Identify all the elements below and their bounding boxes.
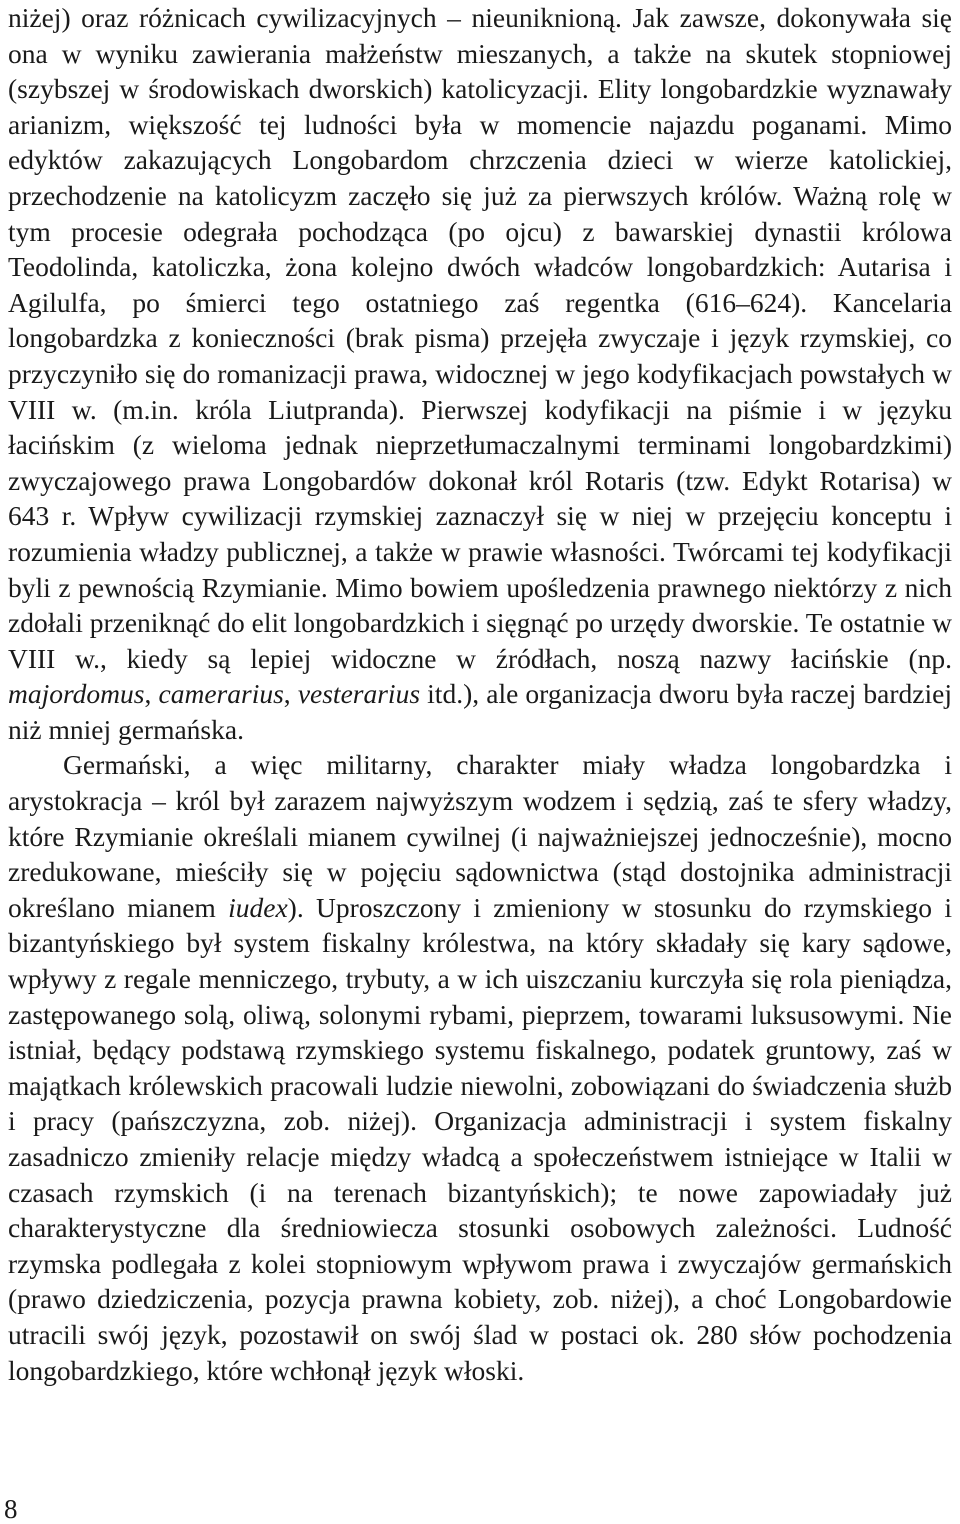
paragraph-1-text-d: itd.), ale organizacja dworu była raczej bardziej niż mniej germańska. [8, 678, 952, 745]
page-body [8, 0, 952, 1388]
paragraph-2-text-a: Germański, a więc militarny, charakter miały władza longobardzka i arystokracja – król był zarazem najwyższym wodzem i sędzią, zaś te sfery władzy, które Rzymianie określali mianem cywilnej (i najważniejszej jednocześnie), mocno zredukowane, mieściły się w pojęciu sądownictwa (stąd dostojnika administracji określano mianem [8, 749, 952, 923]
page-number: 8 [4, 1494, 18, 1524]
paragraph-1 [8, 0, 952, 747]
paragraph-1-separator-2: , [283, 678, 298, 710]
paragraph-1-separator-1: , [144, 678, 159, 710]
paragraph-2-text-b: ). Uproszczony i zmieniony w stosunku do rzymskiego i bizantyńskiego był system fiskalny królestwa, na który składały się kary sądowe, wpływy z regale menniczego, trybuty, a w ich uiszczaniu kurczyła się rola pieniądza, zastępowanego solą, oliwą, solonymi rybami, pieprzem, towarami luksusowymi. Nie istniał, będący podstawą rzymskiego systemu fiskalnego, podatek gruntowy, zaś w majątkach królewskich pracowali ludzie niewolni, zobowiązani do świadczenia służb i pracy (pańszczyzna, zob. niżej). Organizacja administracji i system fiskalny zasadniczo zmieniły relacje między władcą a społeczeństwem istniejące w Italii w czasach rzymskich (i na terenach bizantyńskich); te nowe zapowiadały już charakterystyczne dla średniowiecza stosunki osobowych zależności. Ludność rzymska podlegała z kolei stopniowym wpływom prawa i zwyczajów germańskich (prawo dziedziczenia, pozycja prawna kobiety, zob. niżej), a choć Longobardowie utracili swój język, pozostawił on swój ślad w postaci ok. 280 słów pochodzenia longobardzkiego, które wchłonął język włoski. [8, 891, 952, 1386]
term-majordomus: majordomus [8, 678, 145, 710]
term-vesterarius: vesterarius [297, 678, 421, 710]
paragraph-2 [8, 747, 952, 1388]
paragraph-1-text-a: niżej) oraz różnicach cywilizacyjnych – nieuniknioną. Jak zawsze, dokonywała się ona w wyniku zawierania małżeństw mieszanych, a także na skutek stopniowej (szybszej w środowiskach dworskich) katolicyzacji. Elity longobardzkie wyznawały arianizm, większość tej ludności była w momencie najazdu poganami. Mimo edyktów zakazujących Longobardom chrzczenia dzieci w wierze katolickiej, przechodzenie na katolicyzm zaczęło się już za pierwszych królów. Ważną rolę w tym procesie odegrała pochodząca (po ojcu) z bawarskiej dynastii królowa Teodolinda, katoliczka, żona kolejno dwóch władców longobardzkich: Autarisa i Agilulfa, po śmierci tego ostatniego zaś regentka (616–624). Kancelaria longobardzka z konieczności (brak pisma) przejęła zwyczaje i język rzymskiej, co przyczyniło się do romanizacji prawa, widocznej w jego kodyfikacjach powstałych w VIII w. (m.in. króla Liutpranda). Pierwszej kodyfikacji na piśmie i w języku łacińskim (z wieloma jednak nieprzetłumaczalnymi terminami longobardzkimi) zwyczajowego prawa Longobardów dokonał król Rotaris (tzw. Edykt Rotarisa) w 643 r. Wpływ cywilizacji rzymskiej zaznaczył się w niej w przejęciu konceptu i rozumienia władzy publicznej, a także w prawie własności. Twórcami tej kodyfikacji byli z pewnością Rzymianie. Mimo bowiem upośledzenia prawnego niektórzy z nich zdołali przeniknąć do elit longobardzkich i sięgnąć po urzędy dworskie. Te ostatnie w VIII w., kiedy są lepiej widoczne w źródłach, noszą nazwy łacińskie (np. [8, 2, 952, 674]
term-iudex: iudex [228, 891, 288, 923]
term-camerarius: camerarius [158, 678, 284, 710]
